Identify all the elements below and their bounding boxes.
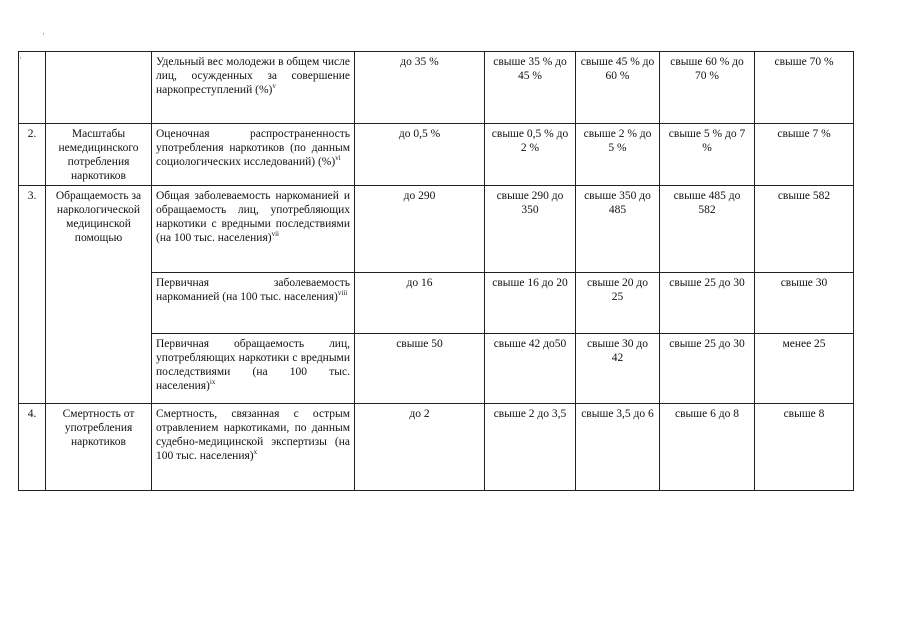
indicator-name [46, 52, 152, 124]
value-cell: свыше 2 до 3,5 [485, 404, 576, 491]
table-row [19, 404, 854, 491]
value-cell: свыше 30 [755, 273, 854, 334]
value-cell: свыше 16 до 20 [485, 273, 576, 334]
scan-speck: · [42, 29, 45, 39]
value-cell: свыше 45 % до 60 % [576, 52, 660, 124]
row-number: 2. [19, 124, 46, 186]
indicator-table [18, 51, 854, 491]
value-cell: свыше 0,5 % до 2 % [485, 124, 576, 186]
indicator-description: Общая заболеваемость наркоманией и обращаемость лиц, употребляющих наркотики с вредными последствиями (на 100 тыс. населения)$^{vii}$ [152, 186, 355, 273]
footnote-marker: vi [335, 154, 341, 163]
indicator-name: Смертность от употребления наркотиков [46, 404, 152, 491]
value-cell: свыше 42 до50 [485, 334, 576, 404]
value-cell: до 290 [355, 186, 485, 273]
indicator-description: Первичная заболеваемость наркоманией (на 100 тыс. населения)$^{viii}$ [152, 273, 355, 334]
value-cell: свыше 25 до 30 [660, 334, 755, 404]
value-cell: свыше 30 до 42 [576, 334, 660, 404]
value-cell: до 2 [355, 404, 485, 491]
indicator-description: Первичная обращаемость лиц, употребляющих наркотики с вредными последствиями (на 100 тыс. населения)$^{ix}$ [152, 334, 355, 404]
value-cell: свыше 582 [755, 186, 854, 273]
value-cell: свыше 290 до 350 [485, 186, 576, 273]
value-cell: свыше 8 [755, 404, 854, 491]
value-cell: свыше 5 % до 7 % [660, 124, 755, 186]
table-row [19, 186, 854, 273]
row-number: 4. [19, 404, 46, 491]
table-row [19, 124, 854, 186]
table-row [19, 52, 854, 124]
indicator-description: Смертность, связанная с острым отравлением наркотиками, по данным судебно-медицинской экспертизы (на 100 тыс. населения)$^x$ [152, 404, 355, 491]
value-cell: свыше 25 до 30 [660, 273, 755, 334]
value-cell: свыше 350 до 485 [576, 186, 660, 273]
value-cell: до 0,5 % [355, 124, 485, 186]
footnote-marker: v [272, 82, 276, 91]
value-cell: свыше 35 % до 45 % [485, 52, 576, 124]
indicator-name: Масштабы немедицинского потребления наркотиков [46, 124, 152, 186]
value-cell: свыше 3,5 до 6 [576, 404, 660, 491]
row-number: 3. [19, 186, 46, 404]
value-cell: свыше 20 до 25 [576, 273, 660, 334]
footnote-marker: viii [337, 289, 348, 298]
value-cell: свыше 7 % [755, 124, 854, 186]
value-cell: свыше 485 до 582 [660, 186, 755, 273]
scan-speck: · [19, 53, 22, 63]
indicator-name: Обращаемость за наркологической медицинской помощью [46, 186, 152, 404]
value-cell: свыше 50 [355, 334, 485, 404]
footnote-marker: ix [209, 378, 216, 387]
footnote-marker: x [253, 448, 258, 457]
value-cell: свыше 2 % до 5 % [576, 124, 660, 186]
footnote-marker: vii [271, 230, 279, 239]
indicator-description: Удельный вес молодежи в общем числе лиц, осужденных за совершение наркопреступлений (%)$^v$ [152, 52, 355, 124]
indicator-description: Оценочная распространенность употребления наркотиков (по данным социологических исследований) (%)$^{vi}$ [152, 124, 355, 186]
value-cell: свыше 6 до 8 [660, 404, 755, 491]
value-cell: менее 25 [755, 334, 854, 404]
value-cell: до 16 [355, 273, 485, 334]
value-cell: свыше 70 % [755, 52, 854, 124]
row-number [19, 52, 46, 124]
value-cell: свыше 60 % до 70 % [660, 52, 755, 124]
value-cell: до 35 % [355, 52, 485, 124]
